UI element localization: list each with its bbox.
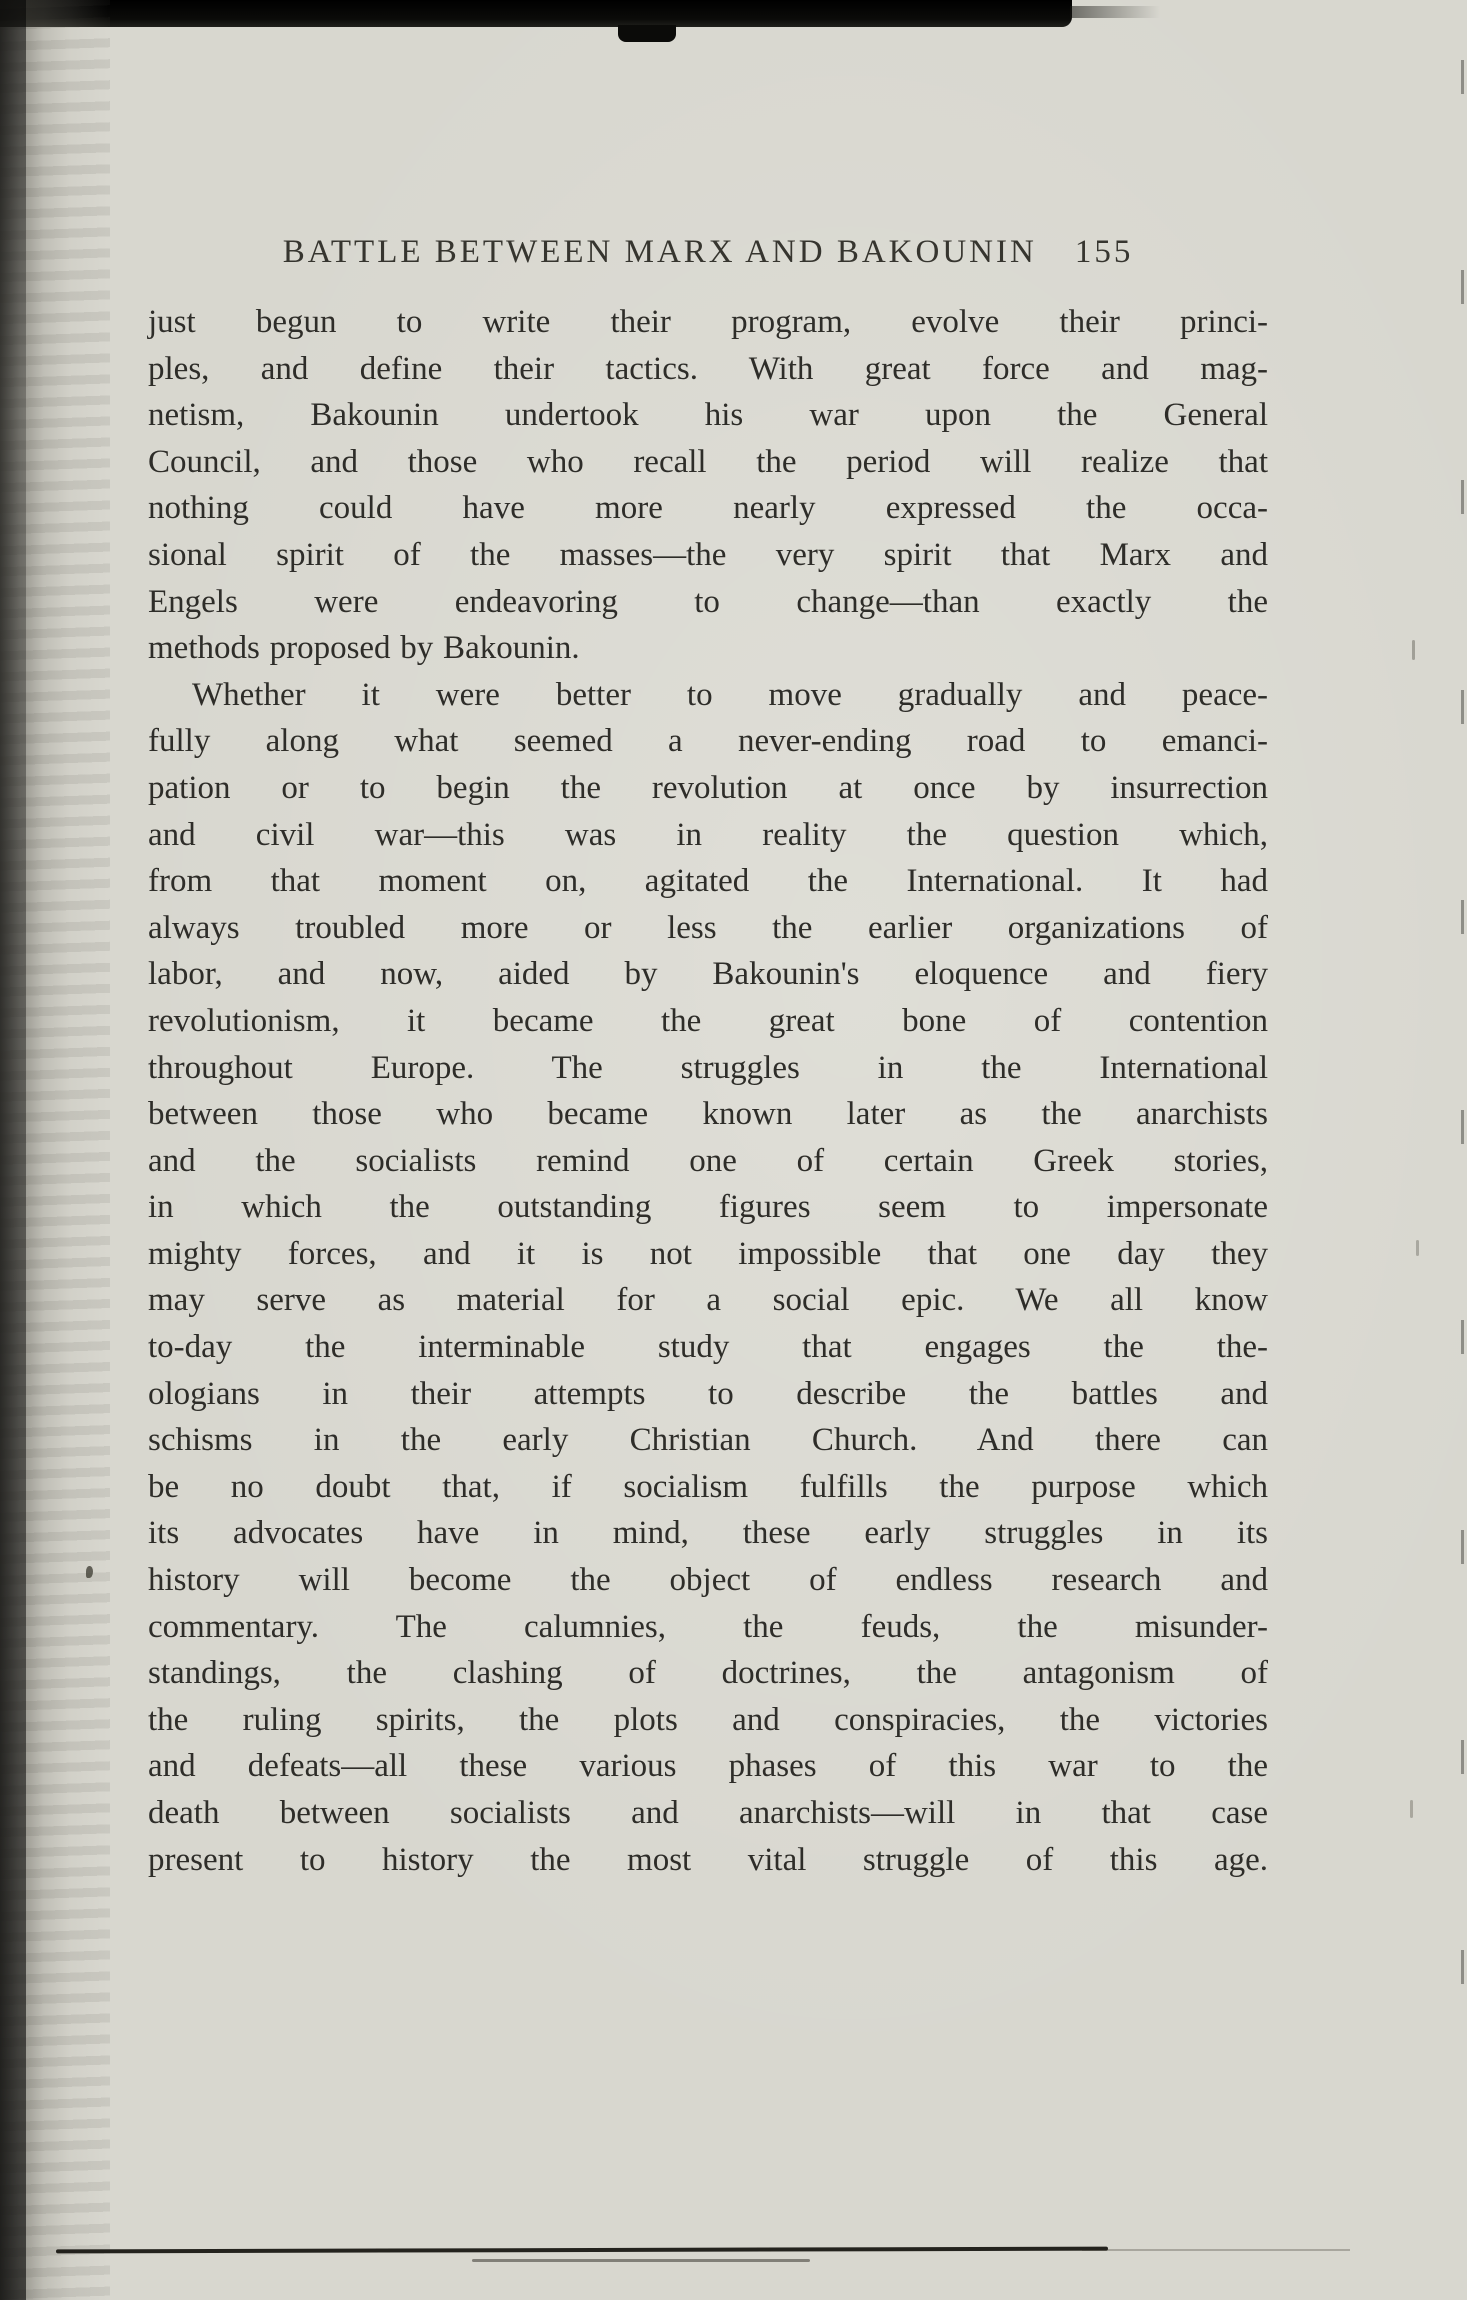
running-header <box>148 234 1268 271</box>
scan-artifact-top-band <box>0 0 1072 27</box>
text-line: and civil war—this was in reality the question which, <box>148 816 1268 853</box>
text-line: schisms in the early Christian Church. And there can <box>148 1422 1268 1459</box>
text-line: mighty forces, and it is not impossible that one day they <box>148 1235 1268 1272</box>
scan-artifact-bottom-rule-faint <box>1082 2249 1350 2251</box>
text-line: in which the outstanding figures seem to impersonate <box>148 1189 1268 1226</box>
scan-speck <box>1412 640 1415 660</box>
paragraph <box>148 672 1268 1883</box>
text-line: standings, the clashing of doctrines, the antagonism of <box>148 1655 1268 1692</box>
scan-artifact-left-gutter-shadow <box>0 0 110 2300</box>
text-line: present to history the most vital struggle of this age. <box>148 1841 1268 1878</box>
text-line: commentary. The calumnies, the feuds, the misunder- <box>148 1608 1268 1645</box>
scan-artifact-right-edge-marks <box>1461 60 1464 2160</box>
text-line: always troubled more or less the earlier organizations of <box>148 909 1268 946</box>
text-line: ologians in their attempts to describe the battles and <box>148 1375 1268 1412</box>
paragraph <box>148 299 1268 672</box>
page-number: 155 <box>1074 234 1134 270</box>
text-line: may serve as material for a social epic. We all know <box>148 1282 1268 1319</box>
text-line: methods proposed by Bakounin. <box>148 630 580 667</box>
text-line: Whether it were better to move gradually and peace- <box>192 676 1268 713</box>
text-line: Council, and those who recall the period will realize that <box>148 443 1268 480</box>
text-line: ples, and define their tactics. With great force and mag- <box>148 350 1268 387</box>
text-line: to-day the interminable study that engages the the- <box>148 1329 1268 1366</box>
text-line: death between socialists and anarchists—will in that case <box>148 1795 1268 1831</box>
scan-artifact-bottom-rule <box>56 2247 1108 2254</box>
text-line: its advocates have in mind, these early struggles in its <box>148 1515 1268 1552</box>
running-header-title: BATTLE BETWEEN MARX AND BAKOUNIN <box>282 234 1037 270</box>
text-line: be no doubt that, if socialism fulfills the purpose which <box>148 1468 1268 1505</box>
text-line: and the socialists remind one of certain Greek stories, <box>148 1142 1268 1179</box>
text-line: and defeats—all these various phases of this war to the <box>148 1748 1268 1785</box>
text-line: labor, and now, aided by Bakounin's eloquence and fiery <box>148 956 1268 993</box>
scan-speck <box>1416 1240 1419 1256</box>
text-line: Engels were endeavoring to change—than exactly the <box>148 583 1268 620</box>
text-line: from that moment on, agitated the International. It had <box>148 863 1268 900</box>
scan-speck <box>1410 1800 1413 1818</box>
text-line: throughout Europe. The struggles in the International <box>148 1049 1268 1086</box>
text-line: just begun to write their program, evolve their princi- <box>148 304 1268 340</box>
scan-artifact-bottom-rule-secondary <box>472 2259 810 2262</box>
text-line: pation or to begin the revolution at once by insurrection <box>148 769 1268 806</box>
text-line: between those who became known later as the anarchists <box>148 1096 1268 1133</box>
text-line: sional spirit of the masses—the very spirit that Marx and <box>148 536 1268 573</box>
text-line: nothing could have more nearly expressed the occa- <box>148 490 1268 527</box>
page-body <box>148 299 1268 1883</box>
text-line: the ruling spirits, the plots and conspiracies, the victories <box>148 1701 1268 1738</box>
text-line: fully along what seemed a never-ending road to emanci- <box>148 723 1268 760</box>
text-line: history will become the object of endless research and <box>148 1562 1268 1599</box>
text-line: revolutionism, it became the great bone of contention <box>148 1002 1268 1039</box>
text-line: netism, Bakounin undertook his war upon the General <box>148 397 1268 434</box>
